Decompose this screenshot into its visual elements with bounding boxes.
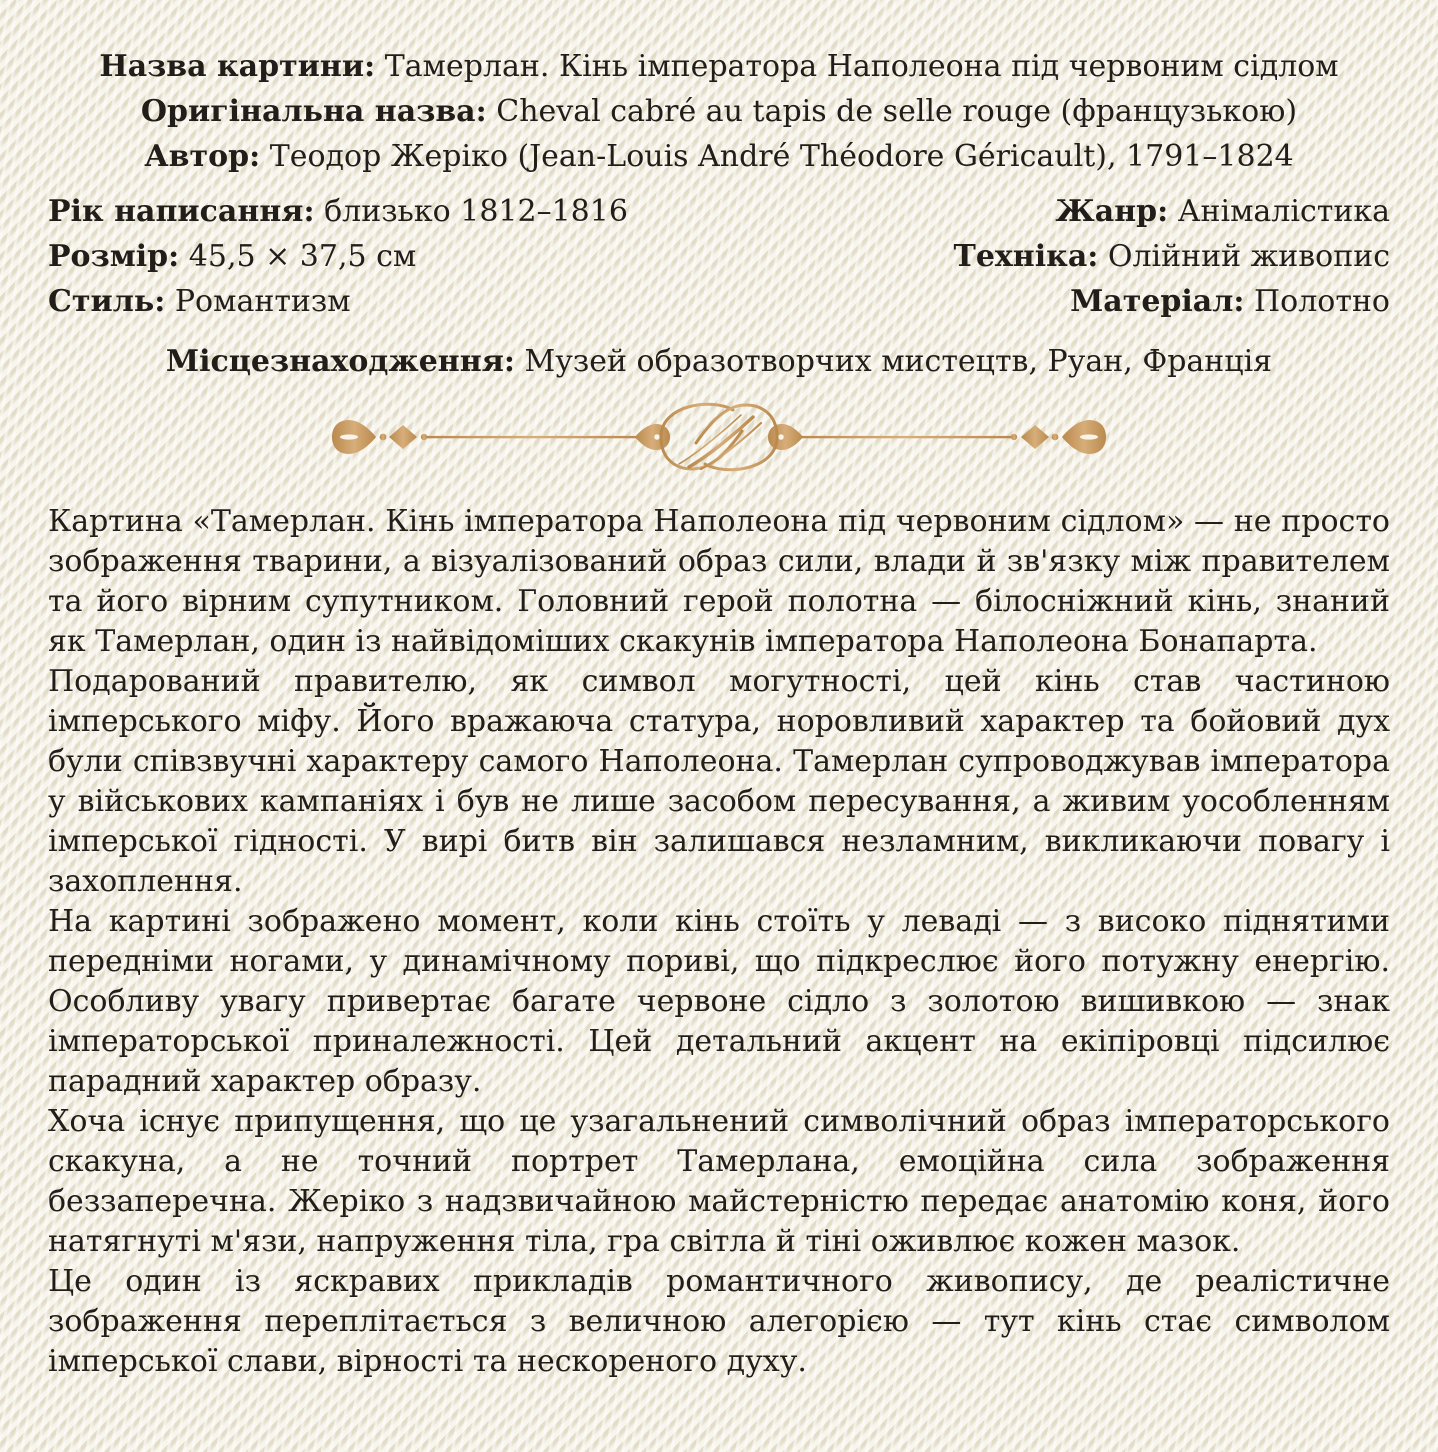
meta-label: Техніка:	[953, 239, 1099, 274]
meta-row-genre	[954, 189, 1391, 234]
meta-row-year	[48, 189, 628, 234]
meta-value: Теодор Жеріко (Jean-Louis André Théodore Géricault), 1791–1824	[269, 139, 1294, 174]
meta-row-original-title	[48, 89, 1390, 134]
meta-label: Матеріал:	[1070, 284, 1245, 319]
meta-value: 45,5 × 37,5 см	[188, 239, 417, 274]
meta-row-style	[48, 279, 628, 324]
painting-meta-header	[48, 44, 1390, 179]
meta-value: Музей образотворчих мистецтв, Руан, Франція	[524, 344, 1273, 379]
meta-label: Розмір:	[48, 239, 180, 274]
description-paragraph: Хоча існує припущення, що це узагальнений символічний образ імператорського скакуна, а не точний портрет Тамерлана, емоційна сила зображення беззаперечна. Жеріко з надзвичайною майстерністю передає анатомію коня, його натягнуті м'язи, напруження тіла, гра світла й тіні оживлює кожен мазок.	[48, 1104, 1390, 1259]
meta-row-location	[48, 339, 1390, 384]
meta-row-author	[48, 134, 1390, 179]
meta-label: Оригінальна назва:	[140, 94, 487, 129]
description-paragraph: Подарований правителю, як символ могутності, цей кінь став частиною імперського міфу. Його вражаюча статура, норовливий характер та бойовий дух були співзвучні характеру самого Наполеона. Тамерлан супроводжував імператора у військових кампаніях і був не лише засобом пересування, а живим уособленням імперської гідності. У вирі битв він залишався незламним, викликаючи повагу і захоплення.	[48, 664, 1390, 899]
meta-value: близько 1812–1816	[324, 194, 628, 229]
meta-label: Стиль:	[48, 284, 166, 319]
meta-row-technique	[954, 234, 1391, 279]
painting-description	[48, 502, 1390, 1382]
meta-value: Анімалістика	[1177, 194, 1390, 229]
description-paragraph: На картині зображено момент, коли кінь стоїть у леваді — з високо піднятими передніми ногами, у динамічному пориві, що підкреслює його потужну енергію. Особливу увагу привертає багате червоне сідло з золотою вишивкою — знак імператорської приналежності. Цей детальний акцент на екіпіровці підсилює парадний характер образу.	[48, 904, 1390, 1099]
meta-value: Полотно	[1254, 284, 1390, 319]
meta-column-left	[48, 189, 628, 324]
meta-value: Тамерлан. Кінь імператора Наполеона під червоним сідлом	[384, 49, 1339, 84]
section-divider	[329, 396, 1109, 478]
meta-label: Автор:	[144, 139, 261, 174]
calligraphic-flourish-divider-icon	[329, 396, 1109, 478]
meta-value: Cheval cabré au tapis de selle rouge (французькою)	[496, 94, 1298, 129]
meta-label: Місцезнаходження:	[165, 344, 515, 379]
meta-row-size	[48, 234, 628, 279]
meta-value: Олійний живопис	[1107, 239, 1390, 274]
meta-value: Романтизм	[174, 284, 351, 319]
description-paragraph: Картина «Тамерлан. Кінь імператора Наполеона під червоним сідлом» — не просто зображення тварини, а візуалізований образ сили, влади й зв'язку між правителем та його вірним супутником. Головний герой полотна — білосніжний кінь, знаний як Тамерлан, один із найвідоміших скакунів імператора Наполеона Бонапарта.	[48, 504, 1390, 659]
meta-columns	[48, 189, 1390, 324]
meta-row-title	[48, 44, 1390, 89]
meta-label: Жанр:	[1055, 194, 1169, 229]
meta-row-material	[954, 279, 1391, 324]
meta-label: Рік написання:	[48, 194, 315, 229]
meta-label: Назва картини:	[99, 49, 376, 84]
description-paragraph: Це один із яскравих прикладів романтичного живопису, де реалістичне зображення переплітається з величною алегорією — тут кінь стає символом імперської слави, вірності та нескореного духу.	[48, 1264, 1390, 1379]
meta-column-right	[954, 189, 1391, 324]
